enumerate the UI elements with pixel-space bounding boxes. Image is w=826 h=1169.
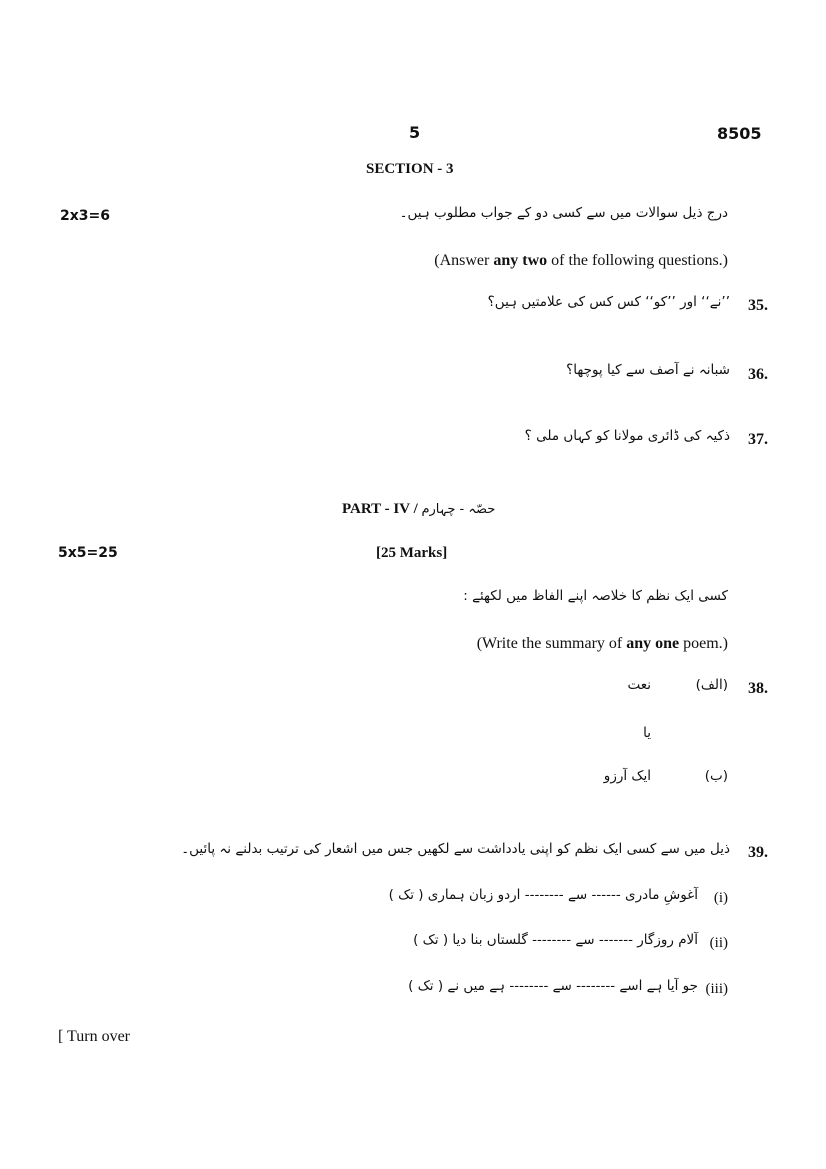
sub-item-text: آلام روزگار ------- سے -------- گلستاں بنا دیا ( تک ) <box>413 932 698 948</box>
part-4-title: PART - IV / حصّہ - چہارم <box>342 501 496 517</box>
turn-over-note: [ Turn over <box>58 1028 131 1045</box>
question-number: 35. <box>748 297 768 314</box>
sub-item-number: (iii) <box>705 981 728 997</box>
sub-item-number: (ii) <box>709 935 728 951</box>
sub-item-text: جو آیا ہے اسے -------- سے -------- ہے میں نے ( تک ) <box>408 978 698 994</box>
part-4-instruction-en: (Write the summary of any one poem.) <box>476 635 728 652</box>
part-4-marks-label: [25 Marks] <box>376 545 448 561</box>
paper-code: 8505 <box>717 124 762 143</box>
option-a-label: (الف) <box>695 677 728 693</box>
question-text: شبانہ نے آصف سے کیا پوچھا؟ <box>566 362 730 378</box>
section-3-instruction-en: (Answer any two of the following questions.) <box>434 252 728 269</box>
sub-item-number: (i) <box>713 890 728 906</box>
question-number: 36. <box>748 366 768 383</box>
page-number: 5 <box>409 123 421 142</box>
sub-item-text: آغوشِ مادری ------ سے -------- اردو زبان ہماری ( تک ) <box>388 887 698 903</box>
section-3-title: SECTION - 3 <box>366 161 454 177</box>
question-number: 38. <box>748 680 768 697</box>
section-3-instruction-urdu: درج ذیل سوالات میں سے کسی دو کے جواب مطلوب ہیں۔ <box>399 205 728 221</box>
option-a-text: نعت <box>627 677 651 693</box>
question-text: ذیل میں سے کسی ایک نظم کو اپنی یادداشت سے لکھیں جس میں اشعار کی ترتیب بدلنے نہ پائیں۔ <box>181 841 730 857</box>
part-4-instruction-urdu: کسی ایک نظم کا خلاصہ اپنے الفاظ میں لکھئے : <box>463 588 728 604</box>
question-text: ’’نے‘‘ اور ’’کو‘‘ کس کس کی علامتیں ہیں؟ <box>487 294 730 310</box>
question-text: ذکیہ کی ڈائری مولانا کو کہاں ملی ؟ <box>524 428 730 444</box>
or-text: یا <box>643 725 651 741</box>
option-b-text: ایک آرزو <box>603 768 651 784</box>
option-b-label: (ب) <box>704 768 728 784</box>
part-4-marks: 5x5=25 <box>58 545 118 561</box>
question-number: 37. <box>748 431 768 448</box>
section-3-marks: 2x3=6 <box>60 208 110 224</box>
question-number: 39. <box>748 844 768 861</box>
